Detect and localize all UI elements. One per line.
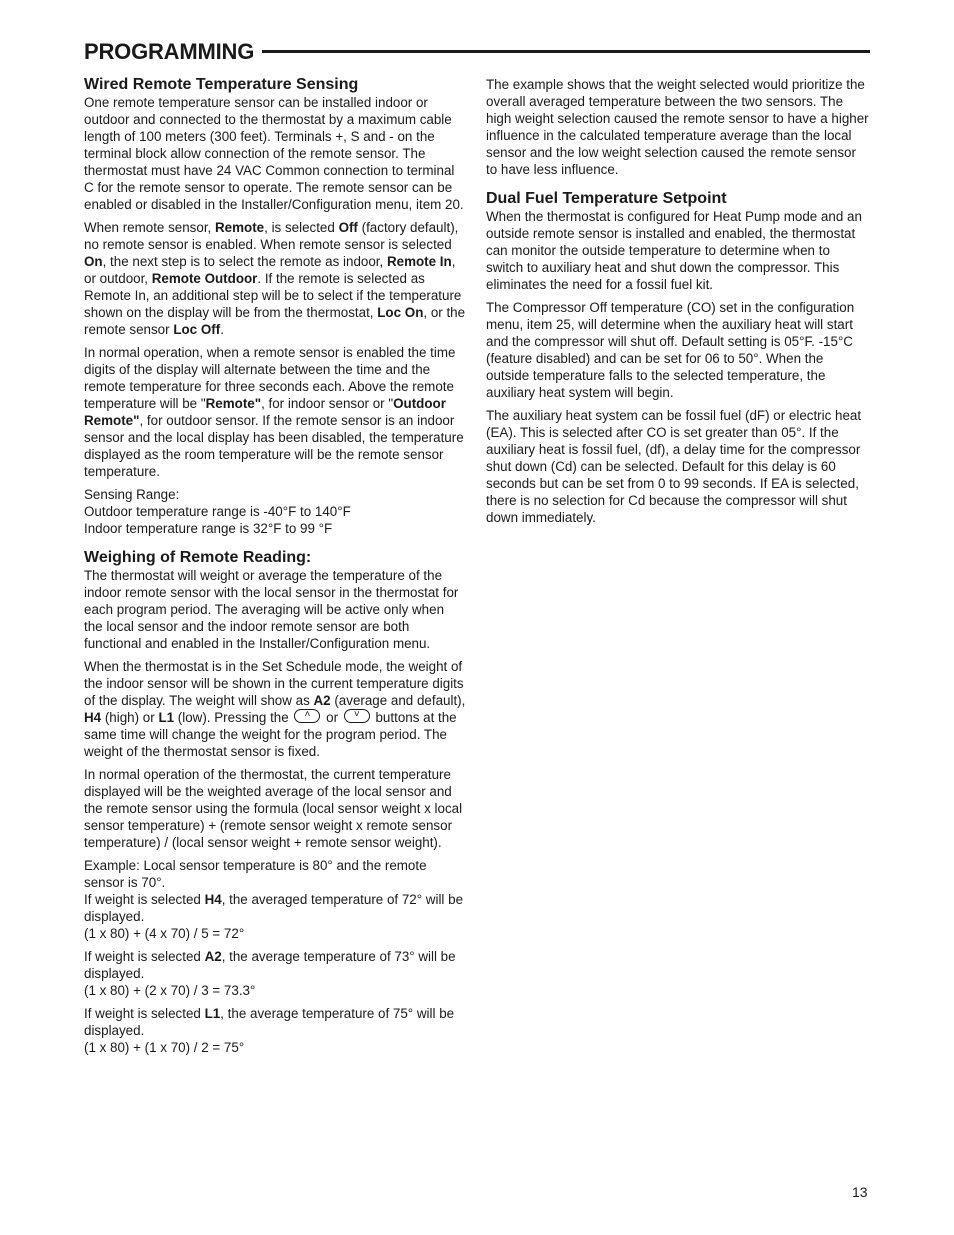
sensing-range-indoor: Indoor temperature range is 32°F to 99 °F	[84, 521, 333, 536]
paragraph: The auxiliary heat system can be fossil fuel (dF) or electric heat (EA). This is selected after CO is set greater than 05°. If the auxiliary heat is fossil fuel, (df), a delay time for the compressor shut down (Cd) can be selected. Default for this delay is 60 seconds but can be set from 0 to 99 seconds. If EA is selected, there is no selection for Cd because the compressor will shut down immediately.	[486, 408, 862, 525]
example-intro: Example: Local sensor temperature is 80° and the remote sensor is 70°.	[84, 858, 427, 890]
page-header	[84, 38, 870, 68]
paragraph: The thermostat will weight or average the temperature of the indoor remote sensor with the local sensor in the thermostat for each program period. The averaging will be active only when the local sensor and the indoor remote sensor are both functional and enabled in the Installer/Configuration menu.	[84, 568, 459, 651]
section-wired-remote	[84, 76, 466, 537]
paragraph: One remote temperature sensor can be installed indoor or outdoor and connected to the thermostat by a maximum cable length of 100 meters (300 feet). Terminals +, S and - on the terminal block allow connection of the remote sensor. The thermostat must have 24 VAC Common connection to terminal C for the remote sensor to operate. The remote sensor can be enabled or disabled in the Installer/Configuration menu, item 20.	[84, 95, 464, 212]
formula-h4: (1 x 80) + (4 x 70) / 5 = 72°	[84, 926, 245, 941]
paragraph: In normal operation, when a remote sensor is enabled the time digits of the display will alternate between the time and the remote temperature for three seconds each. Above the remote temperature will be "Remote", for indoor sensor or "Outdoor Remote", for outdoor sensor. If the remote sensor is an indoor sensor and the local display has been disabled, the temperature displayed as the room temperature will be the remote sensor temperature.	[84, 345, 464, 479]
section-heading: Wired Remote Temperature Sensing	[84, 76, 359, 93]
paragraph: When remote sensor, Remote, is selected Off (factory default), no remote sensor is enabled. When remote sensor is selected On, the next step is to select the remote as indoor, Remote In, or outdoor, Remote Outdoor. If the remote is selected as Remote In, an additional step will be to select if the temperature shown on the display will be from the thermostat, Loc On, or the remote sensor Loc Off.	[84, 220, 466, 337]
paragraph: When the thermostat is in the Set Schedule mode, the weight of the indoor sensor will be shown in the current temperature digits of the display. The weight will show as A2 (average and default), H4 (high) or L1 (low). Pressing the ˄ or ˅ buttons at the same time will change the weight for the program period. The weight of the thermostat sensor is fixed.	[84, 659, 466, 759]
up-arrow-button-icon: ˄	[294, 709, 320, 723]
section-heading: Weighing of Remote Reading:	[84, 549, 312, 566]
formula-l1: (1 x 80) + (1 x 70) / 2 = 75°	[84, 1040, 245, 1055]
sensing-range-outdoor: Outdoor temperature range is -40°F to 140°F	[84, 504, 351, 519]
section-example-summary	[486, 76, 870, 178]
left-column	[84, 76, 466, 1068]
formula-a2: (1 x 80) + (2 x 70) / 3 = 73.3°	[84, 983, 256, 998]
right-column	[486, 76, 870, 538]
example-l1: If weight is selected L1, the average temperature of 75° will be displayed. (1 x 80) + (1 x 70) / 2 = 75°	[84, 1005, 466, 1056]
paragraph: The Compressor Off temperature (CO) set in the configuration menu, item 25, will determine when the auxiliary heat will start and the compressor will shut off. Default setting is 05°F. -15°C (feature disabled) and can be set for 06 to 50°. When the outside temperature falls to the selected temperature, the auxiliary heat system will begin.	[486, 300, 855, 400]
section-weighing	[84, 549, 466, 1056]
page-number: 13	[852, 1184, 868, 1200]
example-h4: If weight is selected H4, the averaged temperature of 72° will be displayed. (1 x 80) + (4 x 70) / 5 = 72°	[84, 891, 466, 942]
down-arrow-button-icon: ˅	[344, 709, 370, 723]
section-dual-fuel	[486, 190, 870, 526]
sensing-range-title: Sensing Range:	[84, 487, 180, 502]
sensing-range	[84, 486, 466, 537]
paragraph: When the thermostat is configured for Heat Pump mode and an outside remote sensor is installed and enabled, the thermostat can monitor the outside temperature to determine when to switch to auxiliary heat and shut down the compressor. This eliminates the need for a fossil fuel kit.	[486, 209, 862, 292]
paragraph: The example shows that the weight selected would prioritize the overall averaged temperature between the two sensors. The high weight selection caused the remote sensor to have a higher influence in the calculated temperature average than the local sensor and the low weight selection caused the remote sensor to have less influence.	[486, 77, 869, 177]
page-title: PROGRAMMING	[84, 38, 262, 66]
example-a2: If weight is selected A2, the average temperature of 73° will be displayed. (1 x 80) + (2 x 70) / 3 = 73.3°	[84, 948, 466, 999]
paragraph: In normal operation of the thermostat, the current temperature displayed will be the weighted average of the local sensor and the remote sensor using the formula (local sensor weight x local sensor temperature) + (remote sensor weight x remote sensor temperature) / (local sensor weight + remote sensor weight).	[84, 767, 463, 850]
section-heading: Dual Fuel Temperature Setpoint	[486, 190, 727, 207]
